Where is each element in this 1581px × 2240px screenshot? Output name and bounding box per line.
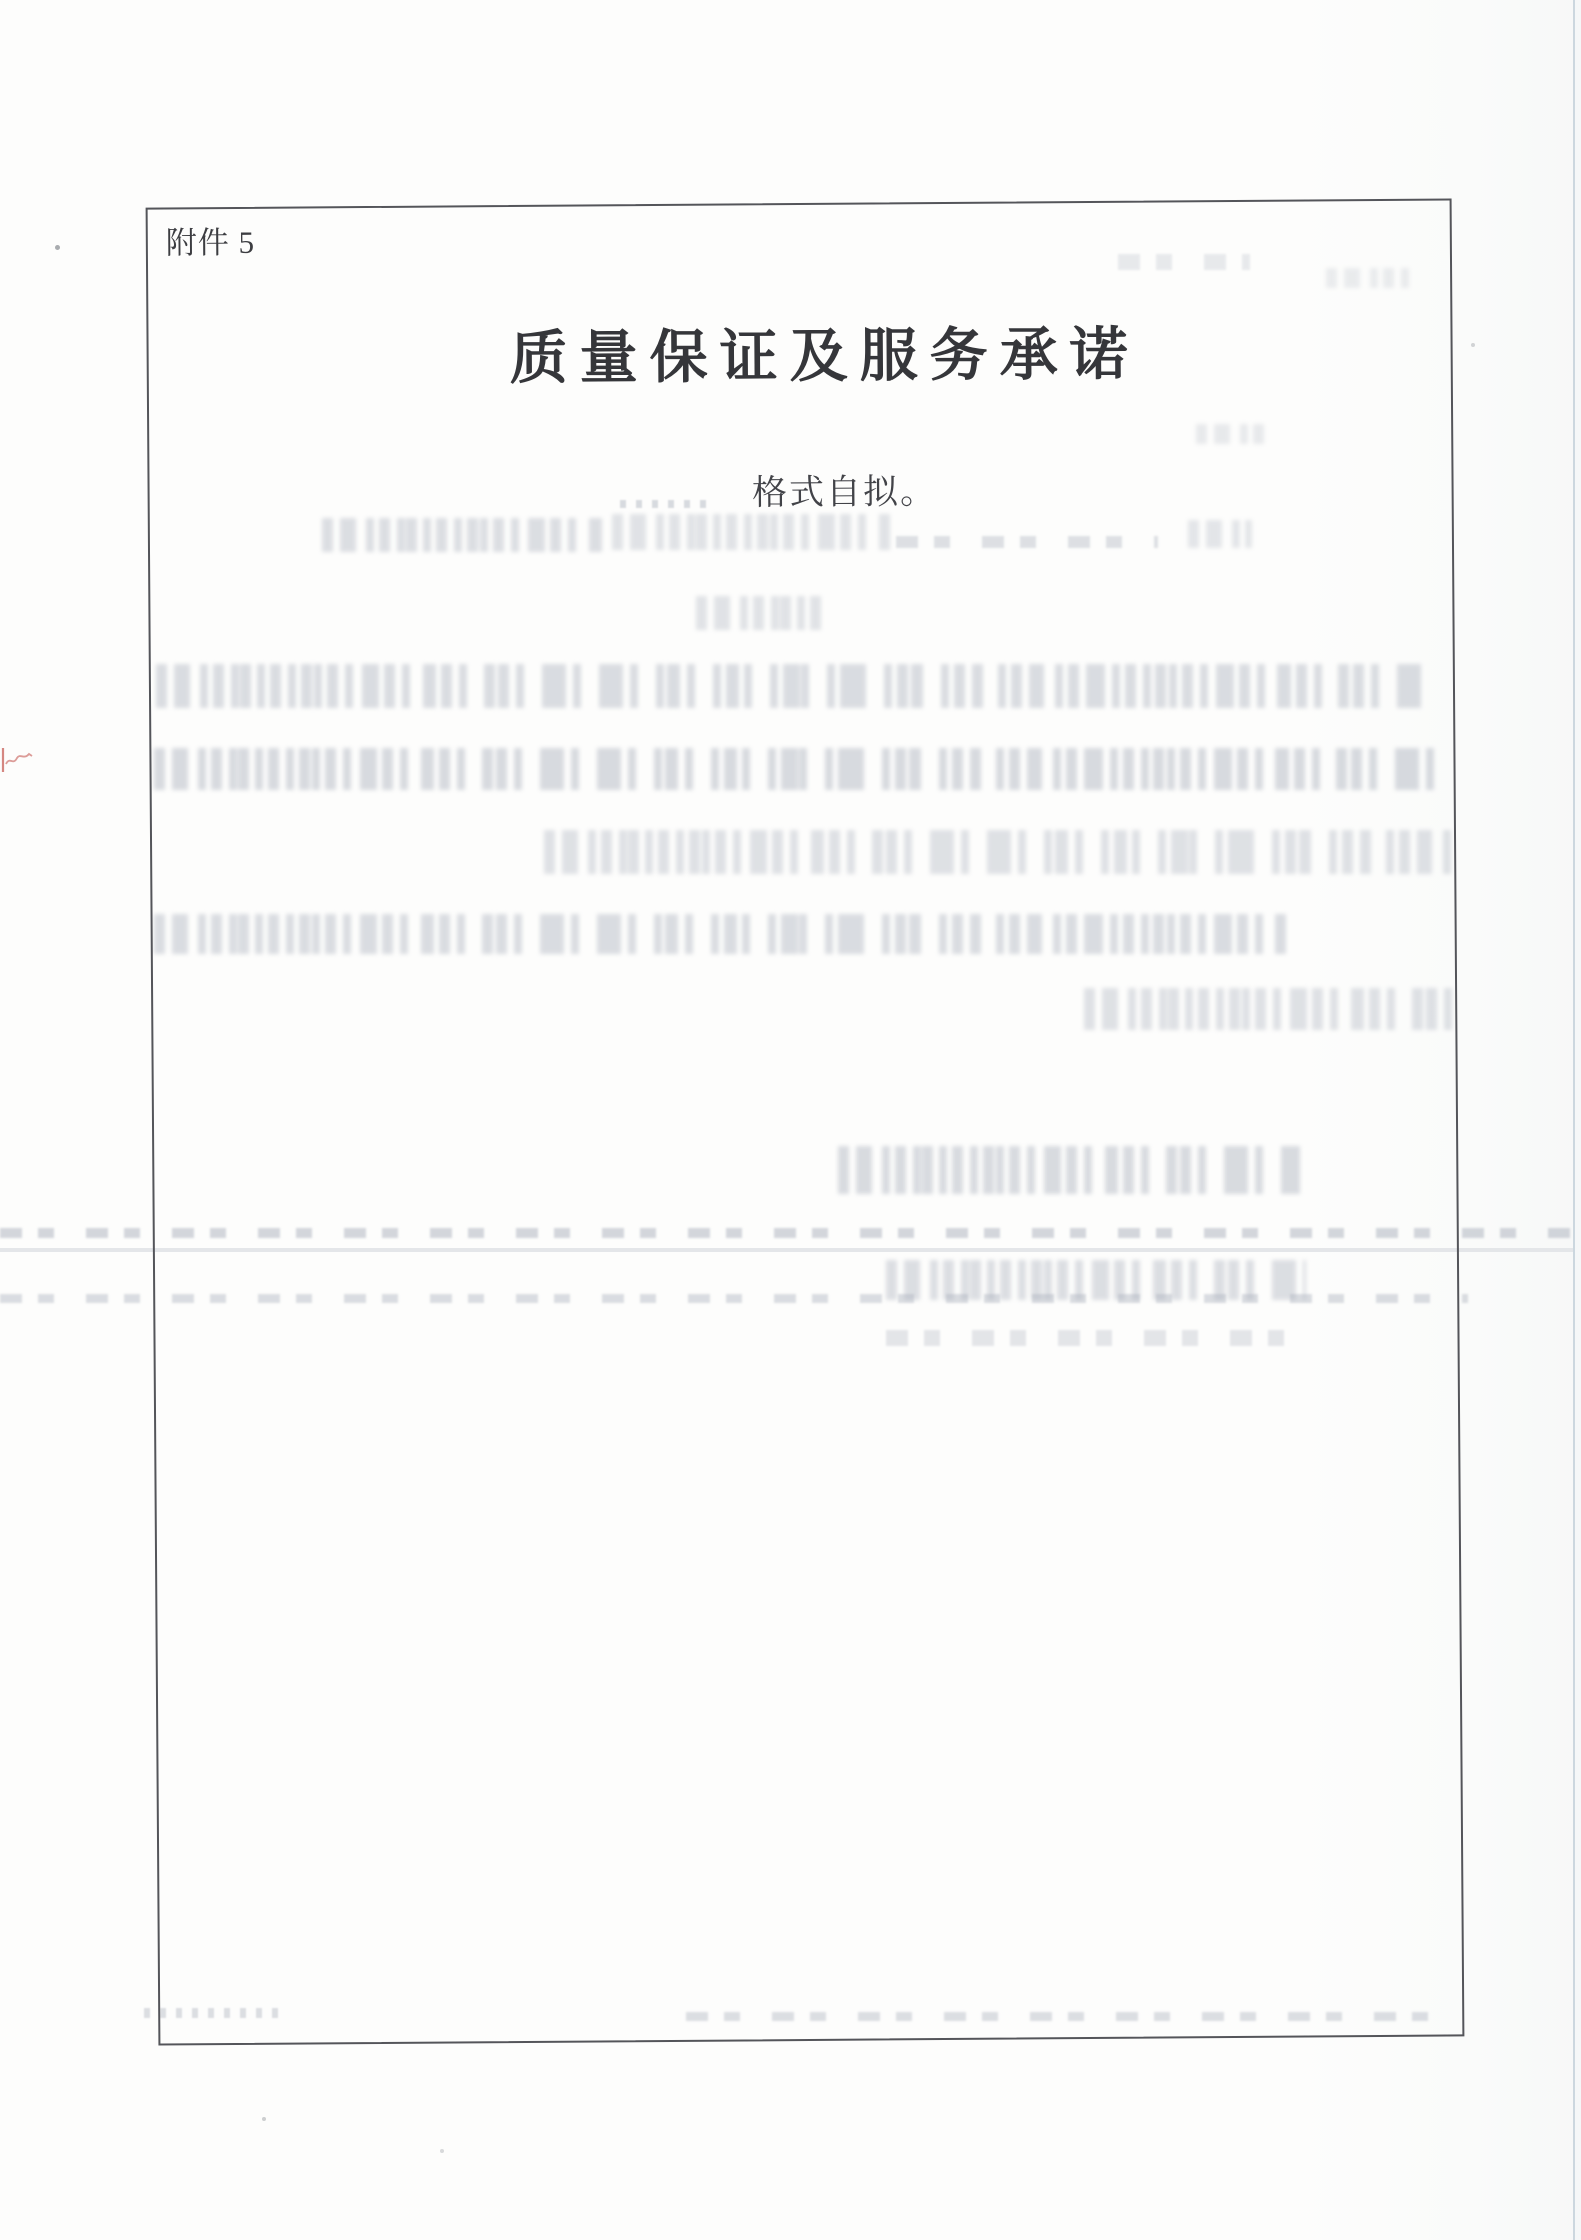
paper-speck	[440, 2149, 444, 2153]
scan-edge-strip	[1575, 0, 1581, 2240]
document-title: 质量保证及服务承诺	[509, 321, 1140, 392]
format-note: 格式自拟。	[751, 472, 938, 513]
page-edge-line	[1573, 0, 1575, 2240]
paper-speck	[262, 2117, 266, 2121]
red-ink-mark	[0, 744, 34, 776]
paper-speck	[55, 245, 60, 250]
attachment-label: 附件 5	[165, 224, 256, 261]
document-frame	[146, 198, 1465, 2045]
paper-speck	[1471, 343, 1475, 347]
